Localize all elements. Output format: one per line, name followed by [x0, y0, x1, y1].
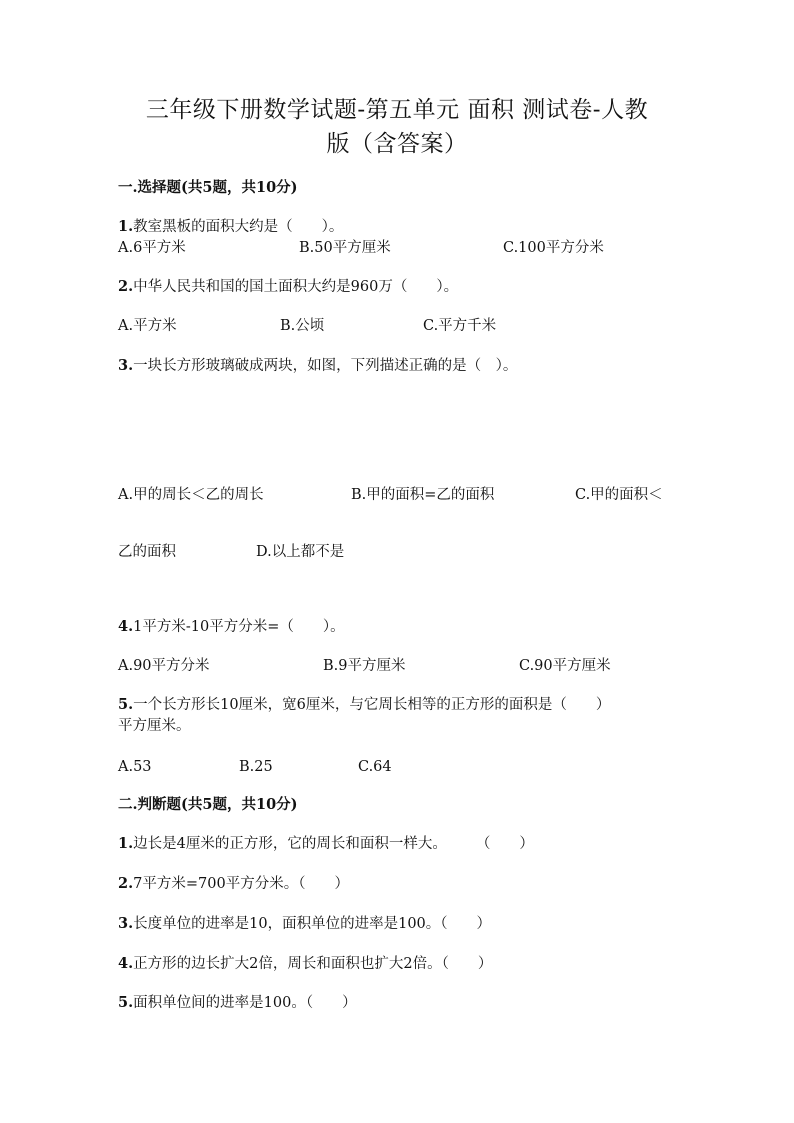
judgement-question-1: [118, 834, 534, 854]
choice-question-1: [118, 217, 343, 237]
question-number: 4.: [118, 618, 134, 635]
question-number: 4.: [118, 955, 134, 972]
question-text: 教室黑板的面积大约是（ ）。: [133, 219, 344, 235]
q3-option-c: C.甲的面积＜: [575, 487, 663, 503]
choice-question-3: [118, 356, 517, 376]
q3-option-c-continued: 乙的面积: [118, 544, 176, 560]
choice-question-2: [118, 277, 458, 297]
q3-option-a: A.甲的周长＜乙的周长: [118, 487, 264, 503]
q5-option-b: B.25: [239, 759, 273, 775]
question-text: 边长是4厘米的正方形，它的周长和面积一样大。 （ ）: [133, 836, 534, 852]
question-text: 7平方米=700平方分米。（ ）: [133, 876, 349, 892]
q1-option-a: A.6平方米: [118, 240, 186, 256]
q2-option-c: C.平方千米: [423, 318, 497, 334]
question-number: 5.: [118, 994, 134, 1011]
question-text: 一块长方形玻璃破成两块，如图，下列描述正确的是（ ）。: [133, 358, 518, 374]
title-line-1: 三年级下册数学试题-第五单元 面积 测试卷-人教: [145, 97, 649, 123]
q5-option-a: A.53: [118, 759, 152, 775]
judgement-question-5: [118, 993, 357, 1013]
q2-option-b: B.公顷: [280, 318, 325, 334]
question-number: 5.: [118, 696, 134, 713]
choice-question-5-continued: 平方厘米。: [118, 718, 191, 734]
q2-option-a: A.平方米: [118, 318, 177, 334]
section-heading-judgement: 二.判断题(共5题，共10分): [118, 796, 298, 813]
question-text: 正方形的边长扩大2倍，周长和面积也扩大2倍。（ ）: [133, 956, 493, 972]
question-number: 2.: [118, 875, 134, 892]
question-number: 1.: [118, 218, 134, 235]
title-line-2: 版（含答案）: [326, 131, 468, 157]
judgement-question-2: [118, 874, 349, 894]
choice-question-5: [118, 695, 610, 715]
question-text: 面积单位间的进率是100。（ ）: [133, 995, 357, 1011]
question-text: 1平方米-10平方分米=（ ）。: [133, 619, 345, 635]
q4-option-c: C.90平方厘米: [519, 658, 611, 674]
question-number: 3.: [118, 357, 134, 374]
question-number: 3.: [118, 915, 134, 932]
q1-option-b: B.50平方厘米: [299, 240, 391, 256]
question-number: 1.: [118, 835, 134, 852]
section-heading-choice: 一.选择题(共5题，共10分): [118, 179, 298, 196]
q5-option-c: C.64: [358, 759, 392, 775]
judgement-question-3: [118, 914, 491, 934]
question-text: 一个长方形长10厘米，宽6厘米，与它周长相等的正方形的面积是（ ）: [133, 697, 611, 713]
q4-option-a: A.90平方分米: [118, 658, 210, 674]
choice-question-4: [118, 617, 345, 637]
q4-option-b: B.9平方厘米: [323, 658, 406, 674]
question-number: 2.: [118, 278, 134, 295]
q1-option-c: C.100平方分米: [503, 240, 604, 256]
q3-option-d: D.以上都不是: [256, 544, 345, 560]
question-text: 中华人民共和国的国土面积大约是960万（ ）。: [133, 279, 459, 295]
judgement-question-4: [118, 954, 492, 974]
q3-option-b: B.甲的面积=乙的面积: [351, 487, 495, 503]
document-title: [118, 93, 676, 161]
question-text: 长度单位的进率是10，面积单位的进率是100。（ ）: [133, 916, 492, 932]
